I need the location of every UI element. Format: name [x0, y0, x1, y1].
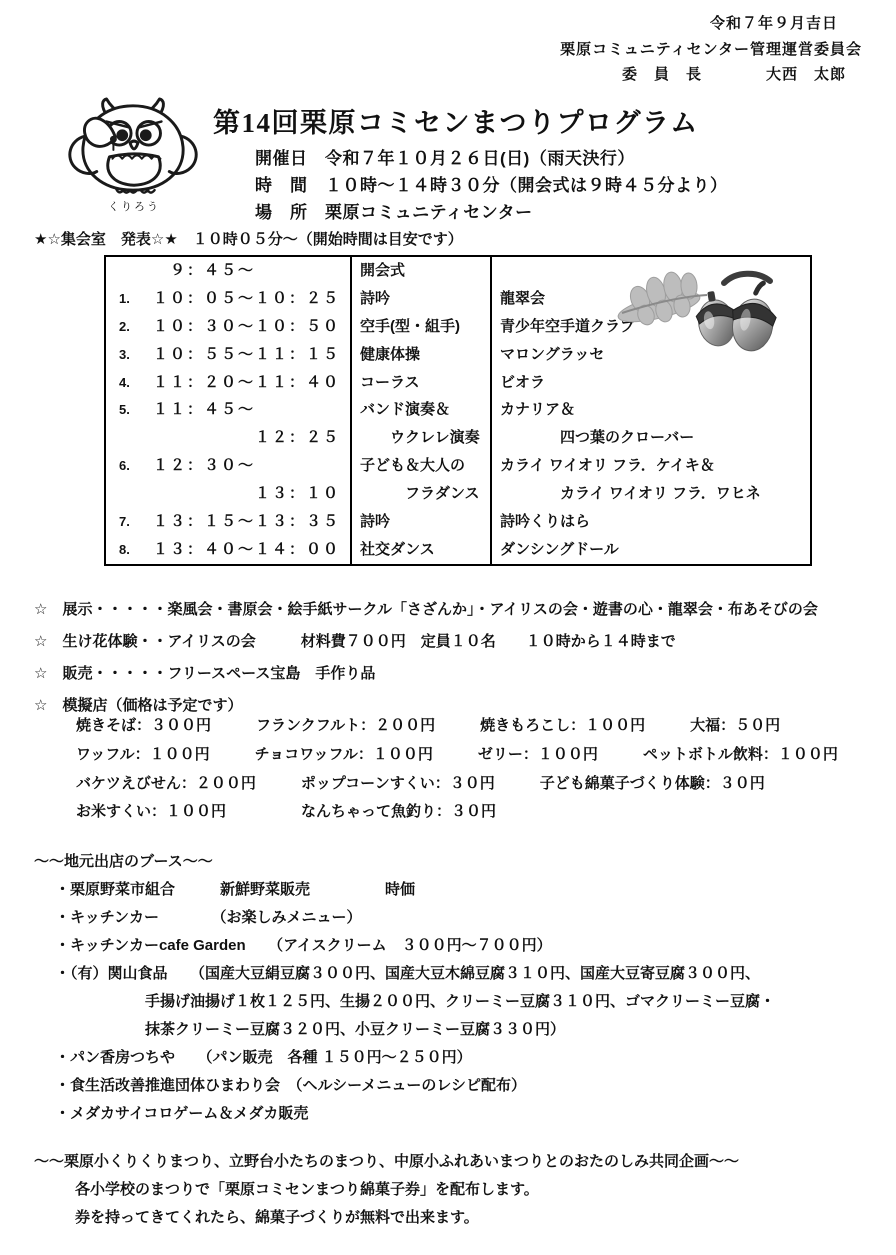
program-name: 健康体操 — [352, 341, 492, 369]
acorn-oak-leaf-icon — [612, 263, 790, 359]
program-name: 子ども＆大人の — [352, 452, 492, 480]
program-time: １３：４０～１４：００ — [153, 540, 341, 558]
performer-name: カナリア＆ — [500, 401, 576, 419]
program-name: フラダンス — [352, 480, 492, 508]
program-time: ９：４５～ — [153, 262, 256, 279]
program-no: 2. — [119, 318, 130, 334]
program-no: 1. — [119, 290, 130, 306]
table-row-5-time-cell — [106, 396, 352, 424]
event-place-line: 場 所 栗原コミュニティセンター — [255, 203, 533, 222]
program-time: １０：０５～１０：２５ — [153, 289, 341, 307]
performer-name: ビオラ — [500, 373, 546, 391]
program-no: 5. — [119, 402, 130, 418]
joint-project-line: 各小学校のまつりで「栗原コミセンまつり綿菓子券」を配布します。 — [75, 1181, 539, 1198]
program-time: １１：４５～ — [153, 401, 256, 419]
organization-line: 栗原コミュニティセンター管理運営委員会 — [560, 41, 862, 58]
table-row-10-time-cell — [106, 536, 352, 564]
event-date-line: 開催日 令和７年１０月２６日(日)（雨天決行） — [255, 149, 635, 168]
performer-name: 詩吟くりはら — [500, 513, 591, 531]
table-row-6-time-cell — [106, 424, 352, 452]
booth-line: ・キッチンカーcafe Garden （アイスクリーム ３００円～７００円） — [55, 937, 552, 954]
program-name: 社交ダンス — [352, 536, 492, 564]
booth-line: ・食生活改善推進団体ひまわり会 （ヘルシーメニューのレシピ配布） — [55, 1077, 527, 1094]
event-time-line: 時 間 １０時～１４時３０分（開会式は９時４５分より） — [255, 176, 728, 195]
program-time: １０：３０～１０：５０ — [153, 317, 341, 335]
stage-program-header: ★☆集会室 発表☆★ １０時０５分～（開始時間は目安です） — [34, 231, 463, 248]
program-time: １０：５５～１１：１５ — [153, 345, 341, 363]
program-no — [106, 480, 153, 508]
table-row-1-time-cell — [106, 285, 352, 313]
program-no: 4. — [119, 374, 130, 390]
table-row-7-time-cell — [106, 452, 352, 480]
booth-line: 手揚げ油揚げ１枚１２５円、生揚２００円、クリーミー豆腐３１０円、ゴマクリーミー豆腐・ — [55, 993, 776, 1010]
program-name: 詩吟 — [352, 508, 492, 536]
price-line: ワッフル：１００円 チョコワッフル：１００円 ゼリー：１００円 ペットボトル飲料：１００円 — [76, 746, 838, 763]
program-name: コーラス — [352, 369, 492, 397]
performer-name: 四つ葉のクローバー — [500, 429, 695, 447]
booth-line: ・メダカサイコロゲーム＆メダカ販売 — [55, 1105, 309, 1122]
chairman-line: 委 員 長 大西 太郎 — [621, 66, 846, 83]
performer-name: 龍翠会 — [500, 289, 546, 307]
price-line: お米すくい：１００円 なんちゃって魚釣り：３０円 — [76, 803, 497, 820]
handmade-sales-line: ☆ 販売・・・・・フリースペース宝島 手作り品 — [34, 665, 376, 682]
booth-line: ・パン香房つちや （パン販売 各種 １５０円～２５０円） — [55, 1049, 472, 1066]
program-time: １２：３０～ — [153, 457, 256, 475]
program-name: 空手(型・組手) — [352, 313, 492, 341]
program-name: ウクレレ演奏 — [352, 424, 492, 452]
program-no — [106, 257, 153, 285]
table-row-3-time-cell — [106, 341, 352, 369]
program-name: 詩吟 — [352, 285, 492, 313]
program-no: 7. — [119, 514, 130, 530]
owl-mascot-icon — [60, 97, 208, 197]
local-booths-header: ～～地元出店のブース～～ — [34, 853, 213, 870]
program-no: 3. — [119, 346, 130, 362]
program-time: １２：２５ — [153, 429, 341, 447]
table-row-4-time-cell — [106, 369, 352, 397]
table-row-8-time-cell — [106, 480, 352, 508]
price-line: 焼きそば：３００円 フランクフルト：２００円 焼きもろこし：１００円 大福：５０円 — [76, 717, 781, 734]
program-time: １１：２０～１１：４０ — [153, 373, 341, 391]
stalls-header-line: ☆ 模擬店（価格は予定です） — [34, 697, 243, 714]
joint-project-line: 券を持ってきてくれたら、綿菓子づくりが無料で出来ます。 — [75, 1209, 479, 1226]
booth-line: ・キッチンカー （お楽しみメニュー） — [55, 909, 362, 926]
program-name: バンド演奏＆ — [352, 396, 492, 424]
performer-name: ダンシングドール — [500, 540, 619, 558]
issued-date-line: 令和７年９月吉日 — [709, 15, 838, 32]
performer-name: マロングラッセ — [500, 345, 605, 363]
price-line: バケツえびせん：２００円 ポップコーンすくい：３０円 子ども綿菓子づくり体験：３０円 — [76, 775, 765, 792]
exhibit-line: ☆ 展示・・・・・楽風会・書原会・絵手紙サークル「さざんか」・アイリスの会・遊書の心・龍翠会・布あそびの会 — [34, 601, 818, 618]
program-no — [106, 424, 153, 452]
table-row-2-time-cell — [106, 313, 352, 341]
performer-name: 青少年空手道クラブ — [500, 317, 636, 335]
program-no: 8. — [119, 541, 130, 557]
booth-line: ・（有）関山食品 （国産大豆絹豆腐３００円、国産大豆木綿豆腐３１０円、国産大豆寄豆腐３００円、 — [55, 965, 761, 982]
performer-name: カライ ワイオリ フラ．ワヒネ — [500, 485, 761, 503]
program-time: １３：１０ — [153, 485, 341, 503]
performer-name: カライ ワイオリ フラ．ケイキ＆ — [500, 457, 715, 475]
mascot-caption: くりろう — [108, 201, 160, 213]
table-row-9-time-cell — [106, 508, 352, 536]
page-title: 第14回栗原コミセンまつりプログラム — [213, 108, 699, 138]
program-time: １３：１５～１３：３５ — [153, 513, 341, 531]
booth-line: 抹茶クリーミー豆腐３２０円、小豆クリーミー豆腐３３０円） — [55, 1021, 566, 1038]
program-no: 6. — [119, 458, 130, 474]
program-name: 開会式 — [352, 257, 492, 285]
table-row-0-time-cell — [106, 257, 352, 285]
ikebana-line: ☆ 生け花体験・・アイリスの会 材料費７００円 定員１０名 １０時から１４時まで — [34, 633, 676, 650]
joint-project-header: ～～栗原小くりくりまつり、立野台小たちのまつり、中原小ふれあいまつりとのおたのしみ共同企画～～ — [34, 1153, 740, 1170]
booth-line: ・栗原野菜市組合 新鮮野菜販売 時価 — [55, 881, 416, 898]
